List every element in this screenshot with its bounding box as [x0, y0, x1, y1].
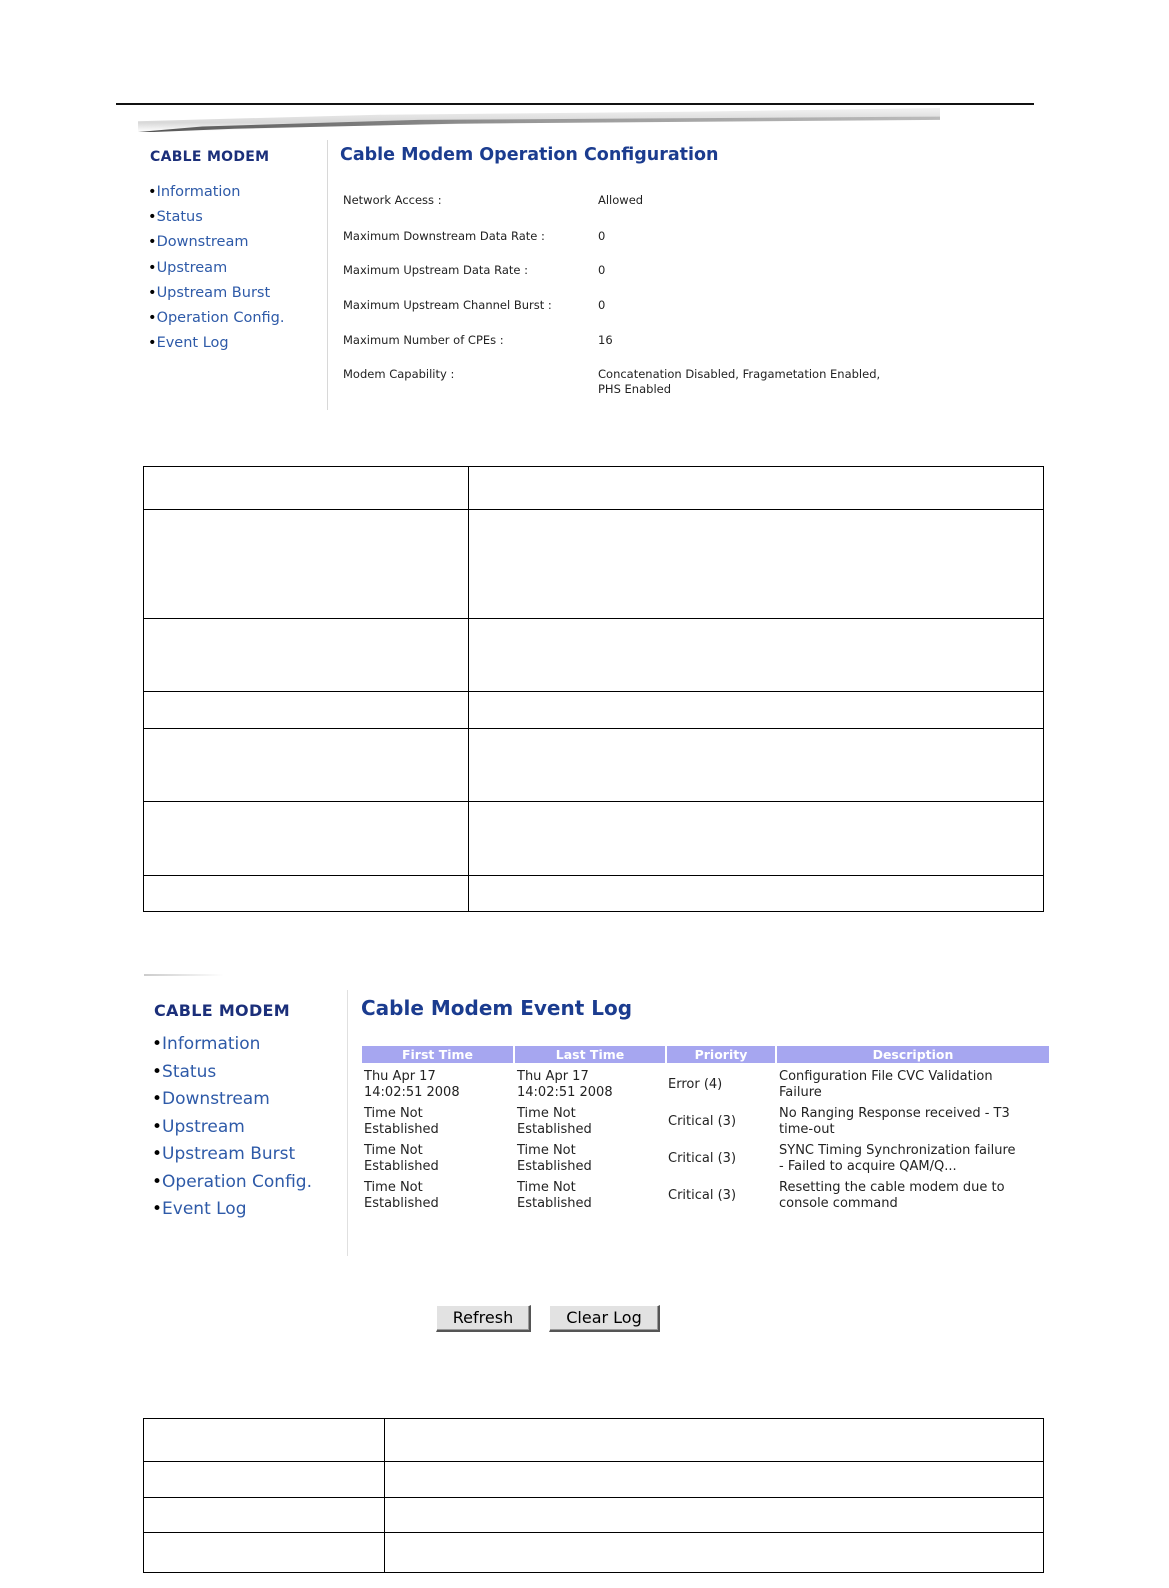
- nav-label: Upstream: [156, 259, 228, 276]
- table-cell: [144, 729, 469, 802]
- cell-first-time: Time Not: [364, 1180, 423, 1195]
- table-cell: [144, 876, 469, 912]
- sidebar-nav: [148, 180, 284, 356]
- column-header-last-time: Last Time: [515, 1046, 665, 1063]
- cell-last-time: Established: [517, 1122, 592, 1137]
- table-cell: [469, 619, 1044, 692]
- config-value-continued: PHS Enabled: [598, 382, 672, 396]
- table-cell: [469, 467, 1044, 510]
- nav-item-event-log[interactable]: •Event Log: [152, 1199, 247, 1219]
- table-cell: [144, 619, 469, 692]
- table-cell: [144, 1498, 385, 1533]
- config-label: Maximum Upstream Channel Burst :: [343, 298, 552, 312]
- cell-description: console command: [779, 1196, 898, 1211]
- sidebar-divider: [327, 140, 328, 410]
- table-cell: [144, 467, 469, 510]
- table-cell: [144, 1419, 385, 1462]
- cell-first-time: Established: [364, 1159, 439, 1174]
- page-top-rule: [116, 103, 1034, 105]
- cell-last-time: Time Not: [517, 1180, 576, 1195]
- table-cell: [469, 692, 1044, 729]
- cell-description: Failure: [779, 1085, 822, 1100]
- nav-label: Status: [162, 1061, 217, 1082]
- cell-first-time: Thu Apr 17: [364, 1069, 436, 1084]
- cell-last-time: Time Not: [517, 1106, 576, 1121]
- sidebar-title: CABLE MODEM: [154, 1001, 290, 1020]
- cell-first-time: Established: [364, 1122, 439, 1137]
- nav-label: Event Log: [162, 1199, 247, 1219]
- table-cell: [469, 802, 1044, 876]
- cell-description: Configuration File CVC Validation: [779, 1069, 993, 1084]
- nav-label: Upstream Burst: [156, 284, 271, 301]
- nav-item-upstream-burst[interactable]: •Upstream Burst: [152, 1144, 296, 1164]
- cell-priority: Critical (3): [668, 1151, 737, 1166]
- config-label: Maximum Downstream Data Rate :: [343, 229, 545, 243]
- cell-description: time-out: [779, 1122, 835, 1137]
- cell-first-time: Established: [364, 1196, 439, 1211]
- table-cell: [385, 1498, 1044, 1533]
- table-cell: [385, 1419, 1044, 1462]
- cell-last-time: Time Not: [517, 1143, 576, 1158]
- nav-item-downstream[interactable]: •Downstream: [148, 234, 249, 251]
- nav-label: Information: [162, 1034, 261, 1054]
- table-cell: [144, 802, 469, 876]
- nav-item-operation-config[interactable]: •Operation Config.: [148, 310, 285, 327]
- sidebar-title: CABLE MODEM: [150, 149, 270, 165]
- nav-item-upstream[interactable]: •Upstream: [152, 1116, 245, 1137]
- cell-description: SYNC Timing Synchronization failure: [779, 1143, 1016, 1158]
- config-label: Network Access :: [343, 193, 442, 207]
- parameter-table: [143, 466, 1044, 912]
- cell-last-time: Established: [517, 1196, 592, 1211]
- table-cell: [385, 1462, 1044, 1498]
- refresh-button[interactable]: Refresh: [436, 1305, 531, 1332]
- column-header-first-time: First Time: [362, 1046, 513, 1063]
- nav-label: Upstream: [162, 1116, 245, 1137]
- table-cell: [144, 692, 469, 729]
- config-value: 16: [598, 333, 613, 347]
- config-value: Concatenation Disabled, Fragametation Enabled,: [598, 367, 881, 381]
- column-header-description: Description: [777, 1046, 1049, 1063]
- cell-last-time: Thu Apr 17: [517, 1069, 589, 1084]
- cell-priority: Error (4): [668, 1077, 723, 1092]
- header-fragment: [144, 974, 224, 976]
- nav-item-status[interactable]: •Status: [152, 1061, 217, 1082]
- nav-item-event-log[interactable]: •Event Log: [148, 335, 229, 352]
- cell-last-time: Established: [517, 1159, 592, 1174]
- cell-first-time: 14:02:51 2008: [364, 1085, 460, 1100]
- cell-last-time: 14:02:51 2008: [517, 1085, 613, 1100]
- cell-description: No Ranging Response received - T3: [779, 1106, 1010, 1121]
- nav-label: Operation Config.: [162, 1171, 312, 1192]
- table-cell: [385, 1533, 1044, 1573]
- config-value: Allowed: [598, 193, 644, 207]
- nav-label: Downstream: [156, 234, 249, 251]
- table-cell: [469, 729, 1044, 802]
- operation-config-panel: [138, 108, 940, 410]
- nav-label: Event Log: [156, 335, 229, 352]
- cell-description: - Failed to acquire QAM/Q...: [779, 1159, 957, 1174]
- nav-item-information[interactable]: •Information: [152, 1034, 261, 1054]
- cell-priority: Critical (3): [668, 1114, 737, 1129]
- config-label: Maximum Upstream Data Rate :: [343, 263, 529, 277]
- nav-item-information[interactable]: •Information: [148, 184, 241, 200]
- nav-item-upstream[interactable]: •Upstream: [148, 259, 228, 276]
- cell-first-time: Time Not: [364, 1143, 423, 1158]
- nav-item-downstream[interactable]: •Downstream: [152, 1089, 270, 1109]
- config-label: Maximum Number of CPEs :: [343, 333, 504, 347]
- table-cell: [144, 1462, 385, 1498]
- page-title: Cable Modem Event Log: [361, 996, 633, 1020]
- sidebar-divider: [347, 990, 348, 1256]
- config-value: 0: [598, 263, 606, 277]
- nav-item-operation-config[interactable]: •Operation Config.: [152, 1171, 312, 1192]
- nav-label: Status: [156, 209, 203, 226]
- nav-label: Information: [156, 184, 241, 200]
- parameter-table-2: [143, 1418, 1044, 1573]
- nav-label: Operation Config.: [156, 310, 285, 327]
- clear-log-button[interactable]: Clear Log: [549, 1305, 660, 1332]
- config-label: Modem Capability :: [343, 367, 455, 381]
- table-cell: [469, 876, 1044, 912]
- nav-label: Downstream: [162, 1089, 270, 1109]
- table-cell: [144, 1533, 385, 1573]
- nav-item-upstream-burst[interactable]: •Upstream Burst: [148, 284, 271, 301]
- sidebar-nav: [152, 1031, 312, 1224]
- cell-first-time: Time Not: [364, 1106, 423, 1121]
- cell-priority: Critical (3): [668, 1188, 737, 1203]
- page-title: Cable Modem Operation Configuration: [340, 145, 719, 165]
- table-cell: [144, 510, 469, 619]
- config-value: 0: [598, 229, 606, 243]
- cell-description: Resetting the cable modem due to: [779, 1180, 1005, 1195]
- table-cell: [469, 510, 1044, 619]
- column-header-priority: Priority: [667, 1046, 775, 1063]
- nav-item-status[interactable]: •Status: [148, 209, 203, 226]
- config-value: 0: [598, 298, 606, 312]
- nav-label: Upstream Burst: [162, 1144, 296, 1164]
